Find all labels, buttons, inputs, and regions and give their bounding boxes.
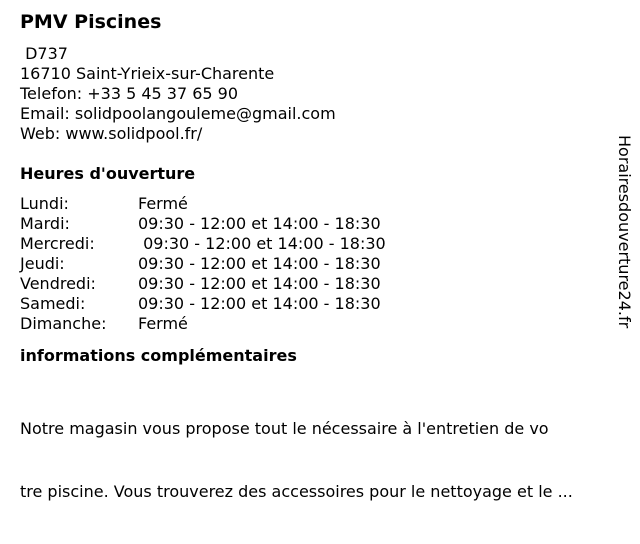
- day-hours: Fermé: [138, 194, 188, 213]
- address-city: 16710 Saint-Yrieix-sur-Charente: [20, 64, 275, 83]
- day-label: Jeudi:: [20, 254, 65, 273]
- info-description: [20, 376, 620, 544]
- phone-number: Telefon: +33 5 45 37 65 90: [20, 84, 239, 103]
- day-hours: 09:30 - 12:00 et 14:00 - 18:30: [138, 234, 386, 253]
- hours-row-monday: [20, 194, 600, 214]
- day-hours: 09:30 - 12:00 et 14:00 - 18:30: [138, 274, 381, 293]
- business-name: PMV Piscines: [20, 11, 162, 33]
- watermark-brand: Horairesdouverture24.fr: [615, 135, 634, 329]
- day-hours: Fermé: [138, 314, 188, 333]
- business-card: [20, 10, 600, 544]
- day-label: Dimanche:: [20, 314, 107, 333]
- day-label: Vendredi:: [20, 274, 96, 293]
- day-hours: 09:30 - 12:00 et 14:00 - 18:30: [138, 294, 381, 313]
- day-label: Mardi:: [20, 214, 70, 233]
- hours-row-saturday: [20, 294, 600, 314]
- info-line: tre piscine. Vous trouverez des accessoires pour le nettoyage et le ...: [20, 482, 573, 501]
- day-label: Lundi:: [20, 194, 69, 213]
- hours-row-wednesday: [20, 234, 600, 254]
- address-street: D737: [20, 44, 68, 63]
- hours-row-friday: [20, 274, 600, 294]
- info-line: Notre magasin vous propose tout le nécessaire à l'entretien de vo: [20, 419, 549, 438]
- hours-table: [20, 194, 600, 334]
- hours-row-sunday: [20, 314, 600, 334]
- hours-row-thursday: [20, 254, 600, 274]
- day-hours: 09:30 - 12:00 et 14:00 - 18:30: [138, 214, 381, 233]
- day-label: Samedi:: [20, 294, 86, 313]
- day-hours: 09:30 - 12:00 et 14:00 - 18:30: [138, 254, 381, 273]
- hours-heading: Heures d'ouverture: [20, 164, 196, 183]
- info-heading: informations complémentaires: [20, 346, 297, 365]
- hours-row-tuesday: [20, 214, 600, 234]
- email-address: Email: solidpoolangouleme@gmail.com: [20, 104, 336, 123]
- contact-block: [20, 44, 600, 144]
- day-label: Mercredi:: [20, 234, 95, 253]
- website: Web: www.solidpool.fr/: [20, 124, 203, 143]
